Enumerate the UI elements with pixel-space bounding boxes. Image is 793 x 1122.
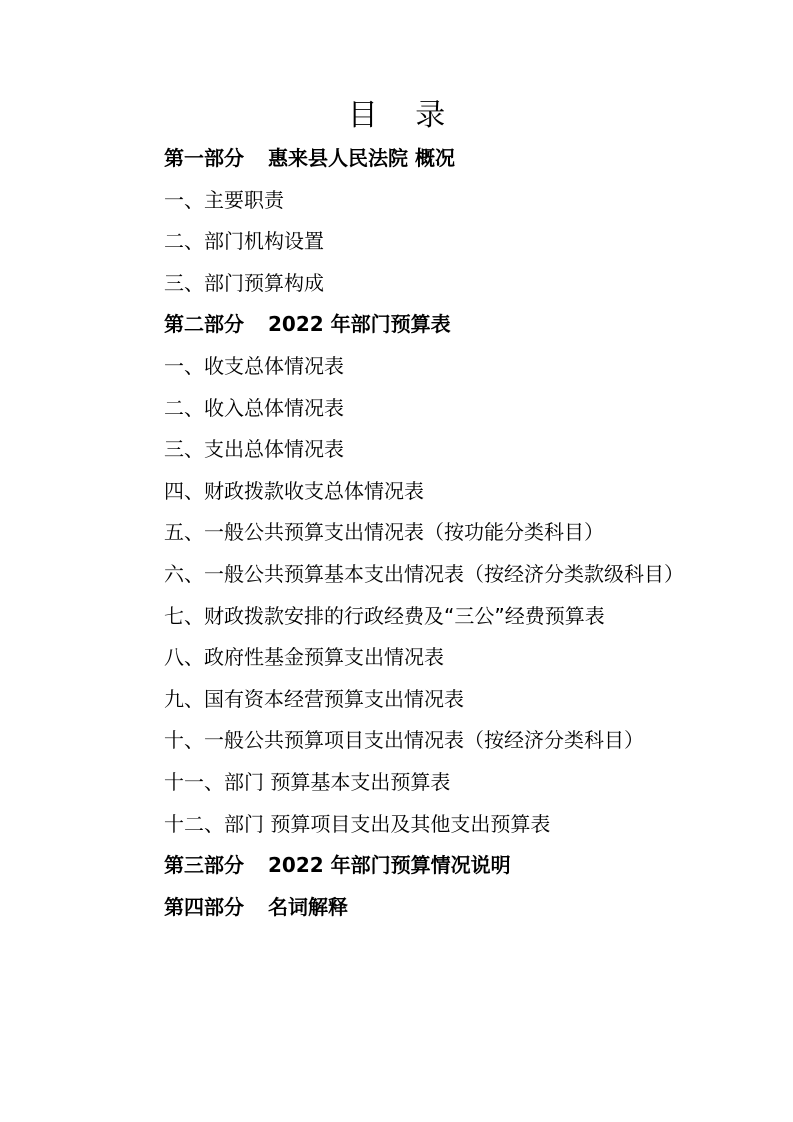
part-label: 第三部分 [164, 853, 244, 878]
toc-item: 五、一般公共预算支出情况表（按功能分类科目） [164, 520, 604, 545]
toc-part-3 [121, 845, 681, 887]
toc-item: 四、财政拨款收支总体情况表 [164, 478, 424, 503]
toc-item: 三、支出总体情况表 [164, 437, 344, 462]
toc-item: 六、一般公共预算基本支出情况表（按经济分类款级科目） [164, 561, 684, 586]
toc-item: 八、政府性基金预算支出情况表 [164, 645, 444, 670]
part-title: 惠来县人民法院 概况 [268, 146, 455, 170]
toc-item: 十、一般公共预算项目支出情况表（按经济分类科目） [164, 728, 644, 753]
part-title: 2022 年部门预算情况说明 [268, 853, 511, 878]
table-of-contents [121, 138, 684, 928]
toc-item: 一、主要职责 [164, 187, 284, 212]
toc-item: 九、国有资本经营预算支出情况表 [164, 686, 464, 711]
part-title: 名词解释 [268, 894, 348, 919]
toc-item: 二、部门机构设置 [164, 229, 324, 254]
part-label: 第四部分 [164, 894, 244, 919]
toc-item: 三、部门预算构成 [164, 270, 324, 295]
part-label: 第二部分 [164, 312, 244, 337]
toc-part-2 [121, 304, 681, 346]
toc-item: 十二、部门 预算项目支出及其他支出预算表 [164, 811, 551, 836]
toc-item: 七、财政拨款安排的行政经费及“三公”经费预算表 [164, 603, 605, 628]
toc-title: 目 录 [347, 98, 460, 133]
toc-part-4 [121, 887, 681, 929]
toc-item: 一、收支总体情况表 [164, 353, 344, 378]
toc-item: 十一、部门 预算基本支出预算表 [164, 769, 451, 794]
toc-item: 二、收入总体情况表 [164, 395, 344, 420]
part-label: 第一部分 [164, 146, 244, 170]
part-title: 2022 年部门预算表 [268, 312, 451, 337]
toc-part-1 [121, 138, 681, 180]
